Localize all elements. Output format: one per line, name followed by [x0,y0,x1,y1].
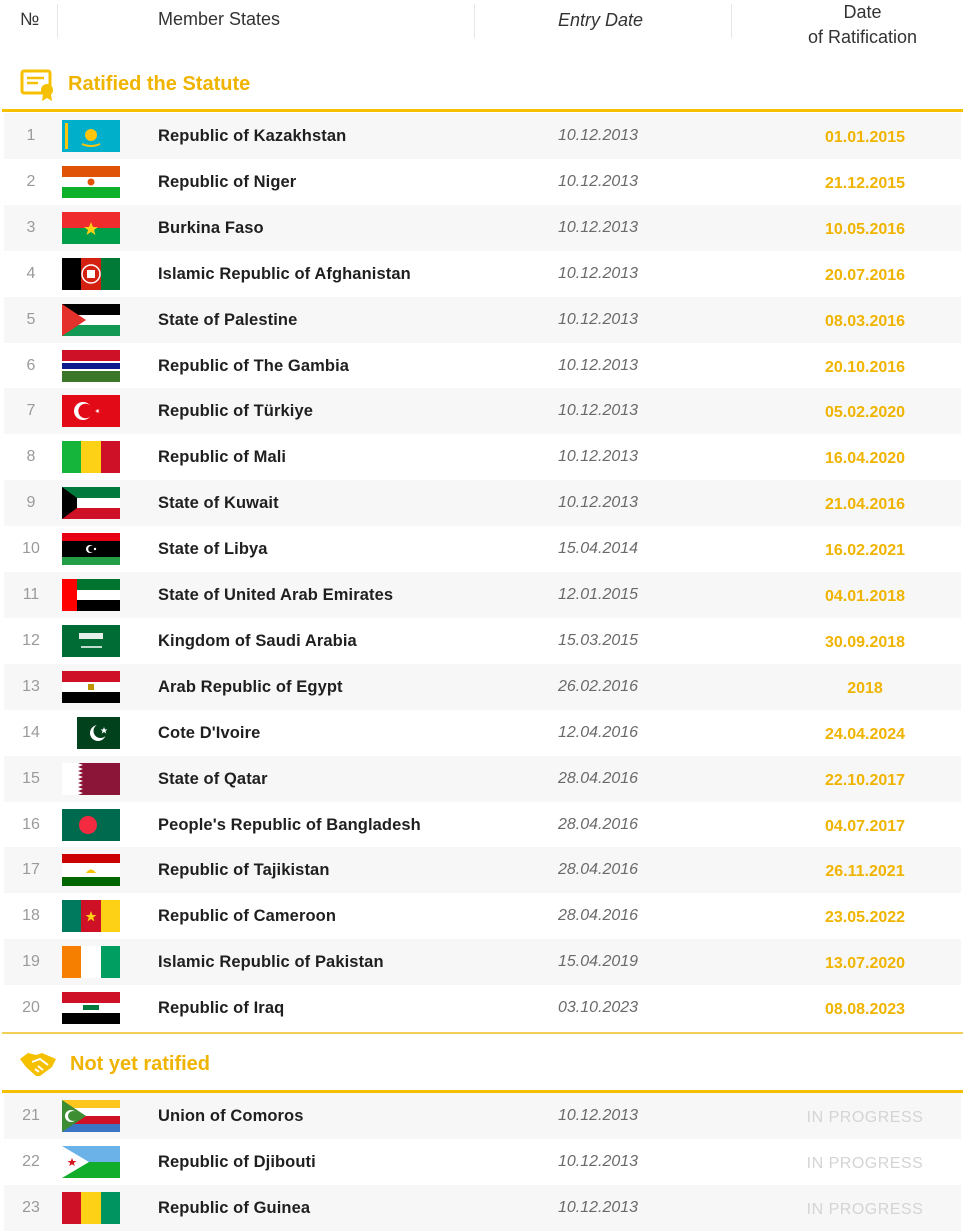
table-row [4,297,961,343]
member-state-name: Republic of Türkiye [158,402,314,421]
ratification-date: 08.03.2016 [824,312,906,330]
table-row [4,802,961,848]
table-header [0,0,963,52]
ratification-date: 26.11.2021 [825,863,905,881]
ratification-date: 04.07.2017 [824,817,906,835]
table-row [4,343,961,389]
ratification-date: 10.05.2016 [824,220,906,238]
ratification-header-line2: of Ratification [807,27,918,47]
entry-date: 12.01.2015 [558,586,639,603]
member-state-name: Republic of Mali [158,448,287,467]
ratification-date: 21.04.2016 [824,496,906,514]
row-number: 1 [26,127,36,144]
member-state-name: Republic of Niger [158,172,297,191]
turkiye-flag-icon [62,395,120,427]
member-state-name: Republic of Djibouti [158,1152,316,1171]
member-state-name: State of United Arab Emirates [158,586,394,604]
column-divider [731,4,732,38]
ratification-header-line1: Date [843,2,882,22]
ratification-date: 04.01.2018 [824,588,906,605]
table-row [4,664,961,710]
guinea-flag-icon [62,1192,120,1224]
table-row [4,572,961,618]
row-number: 20 [22,999,40,1017]
member-state-name: Republic of Kazakhstan [158,127,347,145]
table-row [4,985,961,1031]
ratification-date: 22.10.2017 [824,771,906,789]
egypt-flag-icon [62,671,120,703]
entry-date: 10.12.2013 [558,356,639,374]
ratification-date-column-header [790,0,935,50]
ratification-date: 13.07.2020 [824,955,906,973]
table-row [4,251,961,297]
row-number: 23 [22,1198,40,1216]
member-state-name: Burkina Faso [158,218,264,237]
table-row [4,847,961,893]
ratification-date: 21.12.2015 [824,174,906,192]
member-state-name: Arab Republic of Egypt [158,677,343,696]
entry-date: 03.10.2023 [558,999,639,1017]
row-number: 13 [22,677,40,695]
mali-flag-icon [62,441,120,473]
row-number: 11 [22,586,40,603]
row-number: 17 [22,861,40,879]
gambia-flag-icon [62,350,120,382]
column-divider [474,4,475,38]
status-badge: IN PROGRESS [806,1109,924,1126]
member-states-column-header: Member States [158,9,281,29]
member-state-name: People's Republic of Bangladesh [158,815,421,834]
row-number: 9 [26,494,36,512]
row-number: 15 [22,769,40,787]
table-row [4,710,961,756]
ratification-date: 16.02.2021 [824,542,906,560]
section-divider [2,109,963,112]
member-state-name: Islamic Republic of Afghanistan [158,264,411,283]
entry-date: 10.12.2013 [558,1152,639,1170]
palestine-flag-icon [62,304,120,336]
entry-date: 10.12.2013 [558,1198,639,1216]
member-state-name: State of Kuwait [158,494,279,513]
tajikistan-flag-icon [62,854,120,886]
member-state-name: Republic of Cameroon [158,907,337,926]
ratification-date: 24.04.2024 [824,725,906,743]
member-state-name: Union of Comoros [158,1107,304,1125]
entry-date: 15.04.2019 [558,953,639,971]
table-row [4,113,961,159]
entry-date: 28.04.2016 [558,907,639,925]
table-row [4,756,961,802]
row-number: 19 [22,953,40,971]
status-badge: IN PROGRESS [806,1154,924,1172]
row-number: 5 [26,310,36,328]
member-state-name: Islamic Republic of Pakistan [158,953,384,972]
number-column-header: № [20,9,40,29]
table-row [4,434,961,480]
row-number: 18 [22,907,40,925]
member-state-name: Republic of Guinea [158,1198,311,1217]
pakistan-flag-icon [62,717,120,749]
row-number: 3 [26,218,36,236]
section-divider [2,1032,963,1034]
section-title: Not yet ratified [70,1053,211,1075]
entry-date: 10.12.2013 [558,448,639,466]
ratification-date: 05.02.2020 [824,404,906,422]
member-state-name: State of Palestine [158,310,298,329]
ratification-date: 2018 [847,679,883,697]
row-number: 8 [26,448,36,466]
ratification-date: 30.09.2018 [824,633,906,651]
bangladesh-flag-icon [62,809,120,841]
row-number: 22 [22,1152,40,1170]
kazakhstan-flag-icon [62,120,120,152]
entry-date: 15.03.2015 [558,631,639,649]
ratification-date: 01.01.2015 [824,129,906,146]
cameroon-flag-icon [62,900,120,932]
certificate-icon [18,67,58,103]
table-row [4,1139,961,1185]
entry-date-column-header: Entry Date [558,10,644,30]
table-row [4,1185,961,1231]
column-divider [57,4,58,38]
ratification-date: 16.04.2020 [824,450,906,468]
qatar-flag-icon [62,763,120,795]
entry-date: 15.04.2014 [558,540,639,558]
table-row [4,388,961,434]
not-ratified-section-header [0,1040,963,1095]
member-state-name: State of Qatar [158,769,268,788]
row-number: 2 [26,172,36,190]
table-row [4,159,961,205]
row-number: 10 [22,540,40,558]
row-number: 16 [22,815,40,833]
burkina-faso-flag-icon [62,212,120,244]
entry-date: 28.04.2016 [558,815,639,833]
saudi-arabia-flag-icon [62,625,120,657]
table-row [4,526,961,572]
row-number: 12 [22,631,40,649]
cote-divoire-flag-icon [62,946,120,978]
table-row [4,893,961,939]
entry-date: 26.02.2016 [558,677,639,695]
row-number: 6 [26,356,36,374]
niger-flag-icon [62,166,120,198]
row-number: 21 [22,1107,40,1124]
ratification-date: 20.07.2016 [824,266,906,284]
row-number: 14 [22,723,40,741]
entry-date: 10.12.2013 [558,218,639,236]
ratification-date: 23.05.2022 [824,909,906,927]
table-row [4,480,961,526]
iraq-flag-icon [62,992,120,1024]
member-state-name: State of Libya [158,540,268,559]
section-title: Ratified the Statute [68,73,251,95]
member-state-name: Republic of The Gambia [158,356,350,375]
djibouti-flag-icon [62,1146,120,1178]
table-row [4,618,961,664]
ratified-section-header [0,60,963,114]
entry-date: 10.12.2013 [558,402,639,420]
member-state-name: Cote D'Ivoire [158,723,261,742]
row-number: 7 [26,402,36,420]
member-state-name: Republic of Iraq [158,999,285,1018]
entry-date: 10.12.2013 [558,127,639,144]
handshake-icon [18,1045,58,1081]
entry-date: 10.12.2013 [558,494,639,512]
entry-date: 28.04.2016 [558,861,639,879]
table-row [4,205,961,251]
afghanistan-flag-icon [62,258,120,290]
entry-date: 10.12.2013 [558,1107,639,1124]
ratification-date: 08.08.2023 [824,1001,906,1019]
entry-date: 10.12.2013 [558,310,639,328]
member-state-name: Republic of Tajikistan [158,861,330,880]
ratification-date: 20.10.2016 [824,358,906,376]
row-number: 4 [26,264,36,282]
kuwait-flag-icon [62,487,120,519]
libya-flag-icon [62,533,120,565]
uae-flag-icon [62,579,120,611]
entry-date: 28.04.2016 [558,769,639,787]
table-row [4,939,961,985]
entry-date: 10.12.2013 [558,172,639,190]
entry-date: 10.12.2013 [558,264,639,282]
entry-date: 12.04.2016 [558,723,639,741]
comoros-flag-icon [62,1100,120,1132]
status-badge: IN PROGRESS [806,1200,924,1218]
member-state-name: Kingdom of Saudi Arabia [158,631,357,650]
table-row [4,1093,961,1139]
